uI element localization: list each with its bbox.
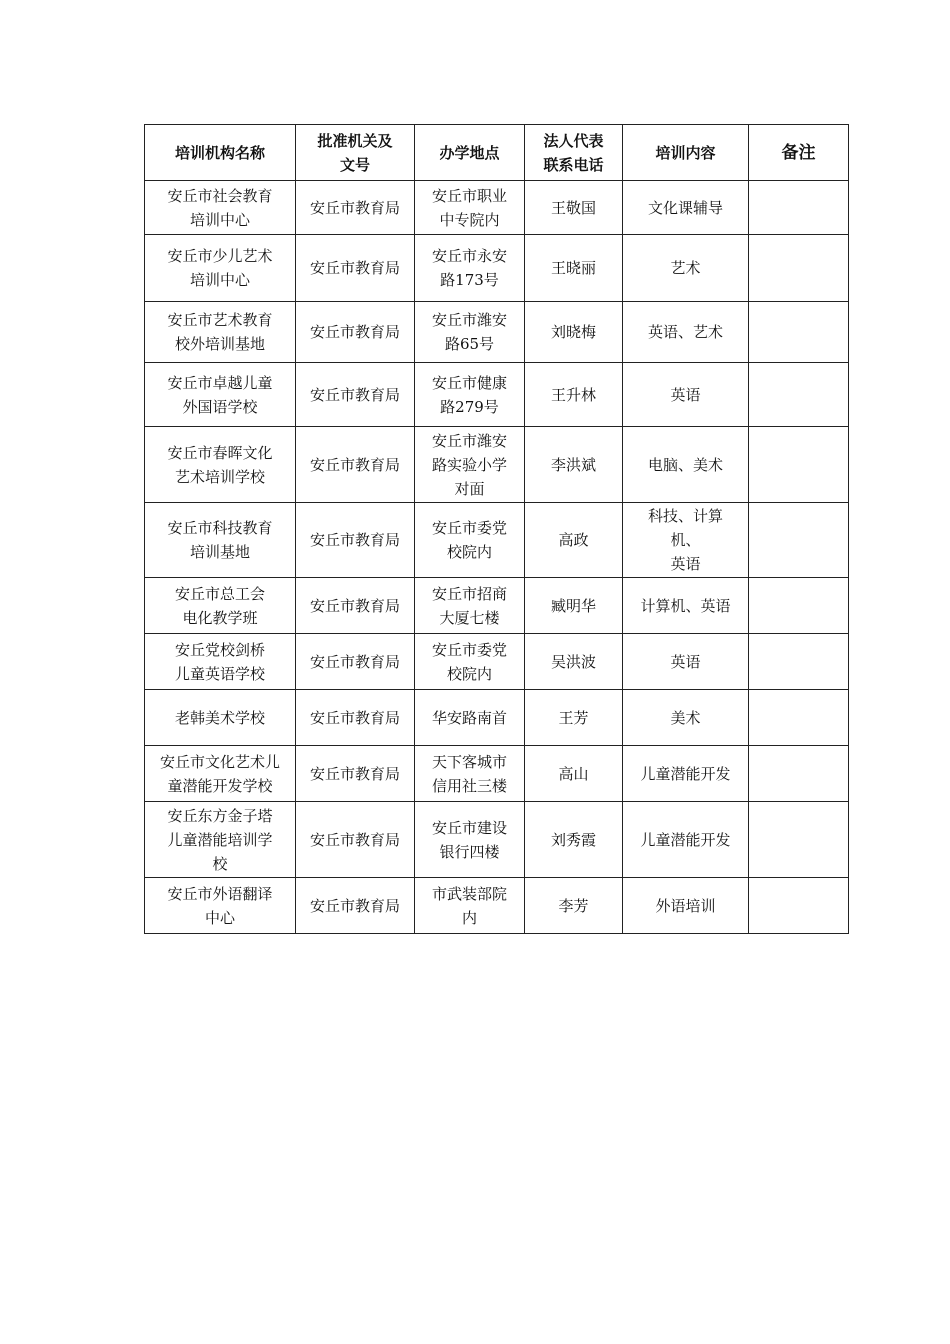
cell-name: 安丘市社会教育 培训中心 xyxy=(145,181,296,235)
cell-approval: 安丘市教育局 xyxy=(296,427,415,503)
cell-address: 安丘市委党 校院内 xyxy=(415,634,525,690)
table-row xyxy=(145,634,849,690)
cell-name: 安丘市总工会 电化教学班 xyxy=(145,578,296,634)
cell-name: 老韩美术学校 xyxy=(145,690,296,746)
cell-approval: 安丘市教育局 xyxy=(296,746,415,802)
cell-remark xyxy=(749,746,849,802)
cell-address: 安丘市建设 银行四楼 xyxy=(415,802,525,878)
cell-approval: 安丘市教育局 xyxy=(296,503,415,578)
header-row xyxy=(145,125,849,181)
table-row xyxy=(145,746,849,802)
cell-remark xyxy=(749,235,849,302)
cell-approval: 安丘市教育局 xyxy=(296,690,415,746)
cell-address: 安丘市潍安 路实验小学 对面 xyxy=(415,427,525,503)
header-content: 培训内容 xyxy=(623,125,749,181)
cell-address: 天下客城市 信用社三楼 xyxy=(415,746,525,802)
cell-address: 安丘市职业 中专院内 xyxy=(415,181,525,235)
cell-content: 科技、计算 机、 英语 xyxy=(623,503,749,578)
table-row xyxy=(145,503,849,578)
cell-content: 计算机、英语 xyxy=(623,578,749,634)
cell-approval: 安丘市教育局 xyxy=(296,634,415,690)
header-name: 培训机构名称 xyxy=(145,125,296,181)
cell-legal-rep: 臧明华 xyxy=(525,578,623,634)
cell-name: 安丘党校剑桥 儿童英语学校 xyxy=(145,634,296,690)
table-row xyxy=(145,878,849,934)
cell-remark xyxy=(749,302,849,363)
cell-legal-rep: 高政 xyxy=(525,503,623,578)
cell-content: 电脑、美术 xyxy=(623,427,749,503)
cell-address: 安丘市潍安 路65号 xyxy=(415,302,525,363)
header-remark: 备注 xyxy=(749,125,849,181)
cell-content: 英语 xyxy=(623,634,749,690)
cell-legal-rep: 吴洪波 xyxy=(525,634,623,690)
cell-remark xyxy=(749,690,849,746)
cell-address: 安丘市委党 校院内 xyxy=(415,503,525,578)
cell-address: 安丘市招商 大厦七楼 xyxy=(415,578,525,634)
cell-approval: 安丘市教育局 xyxy=(296,878,415,934)
cell-approval: 安丘市教育局 xyxy=(296,235,415,302)
cell-approval: 安丘市教育局 xyxy=(296,302,415,363)
cell-name: 安丘市文化艺术儿 童潜能开发学校 xyxy=(145,746,296,802)
cell-approval: 安丘市教育局 xyxy=(296,363,415,427)
cell-content: 儿童潜能开发 xyxy=(623,746,749,802)
cell-name: 安丘市卓越儿童 外国语学校 xyxy=(145,363,296,427)
table-row xyxy=(145,802,849,878)
cell-remark xyxy=(749,802,849,878)
cell-remark xyxy=(749,634,849,690)
cell-approval: 安丘市教育局 xyxy=(296,802,415,878)
cell-name: 安丘市外语翻译 中心 xyxy=(145,878,296,934)
table-row xyxy=(145,690,849,746)
cell-content: 外语培训 xyxy=(623,878,749,934)
header-address: 办学地点 xyxy=(415,125,525,181)
cell-approval: 安丘市教育局 xyxy=(296,578,415,634)
table-row xyxy=(145,235,849,302)
cell-content: 英语、艺术 xyxy=(623,302,749,363)
cell-remark xyxy=(749,503,849,578)
cell-content: 美术 xyxy=(623,690,749,746)
table-row xyxy=(145,181,849,235)
cell-name: 安丘市少儿艺术 培训中心 xyxy=(145,235,296,302)
cell-legal-rep: 王芳 xyxy=(525,690,623,746)
table-row xyxy=(145,578,849,634)
table-row xyxy=(145,302,849,363)
cell-remark xyxy=(749,878,849,934)
cell-content: 文化课辅导 xyxy=(623,181,749,235)
cell-remark xyxy=(749,181,849,235)
cell-legal-rep: 王升林 xyxy=(525,363,623,427)
header-approval: 批准机关及 文号 xyxy=(296,125,415,181)
cell-remark xyxy=(749,363,849,427)
cell-legal-rep: 高山 xyxy=(525,746,623,802)
cell-name: 安丘市艺术教育 校外培训基地 xyxy=(145,302,296,363)
table-row xyxy=(145,363,849,427)
header-legal-rep: 法人代表 联系电话 xyxy=(525,125,623,181)
cell-legal-rep: 王敬国 xyxy=(525,181,623,235)
cell-address: 市武装部院 内 xyxy=(415,878,525,934)
cell-name: 安丘市春晖文化 艺术培训学校 xyxy=(145,427,296,503)
cell-approval: 安丘市教育局 xyxy=(296,181,415,235)
cell-remark xyxy=(749,578,849,634)
table-row xyxy=(145,427,849,503)
cell-address: 华安路南首 xyxy=(415,690,525,746)
cell-legal-rep: 刘秀霞 xyxy=(525,802,623,878)
cell-remark xyxy=(749,427,849,503)
cell-address: 安丘市永安 路173号 xyxy=(415,235,525,302)
cell-legal-rep: 刘晓梅 xyxy=(525,302,623,363)
cell-content: 儿童潜能开发 xyxy=(623,802,749,878)
cell-content: 英语 xyxy=(623,363,749,427)
cell-address: 安丘市健康 路279号 xyxy=(415,363,525,427)
training-institutions-table xyxy=(144,124,849,934)
cell-name: 安丘市科技教育 培训基地 xyxy=(145,503,296,578)
cell-legal-rep: 李洪斌 xyxy=(525,427,623,503)
cell-name: 安丘东方金子塔 儿童潜能培训学 校 xyxy=(145,802,296,878)
cell-content: 艺术 xyxy=(623,235,749,302)
cell-legal-rep: 李芳 xyxy=(525,878,623,934)
cell-legal-rep: 王晓丽 xyxy=(525,235,623,302)
